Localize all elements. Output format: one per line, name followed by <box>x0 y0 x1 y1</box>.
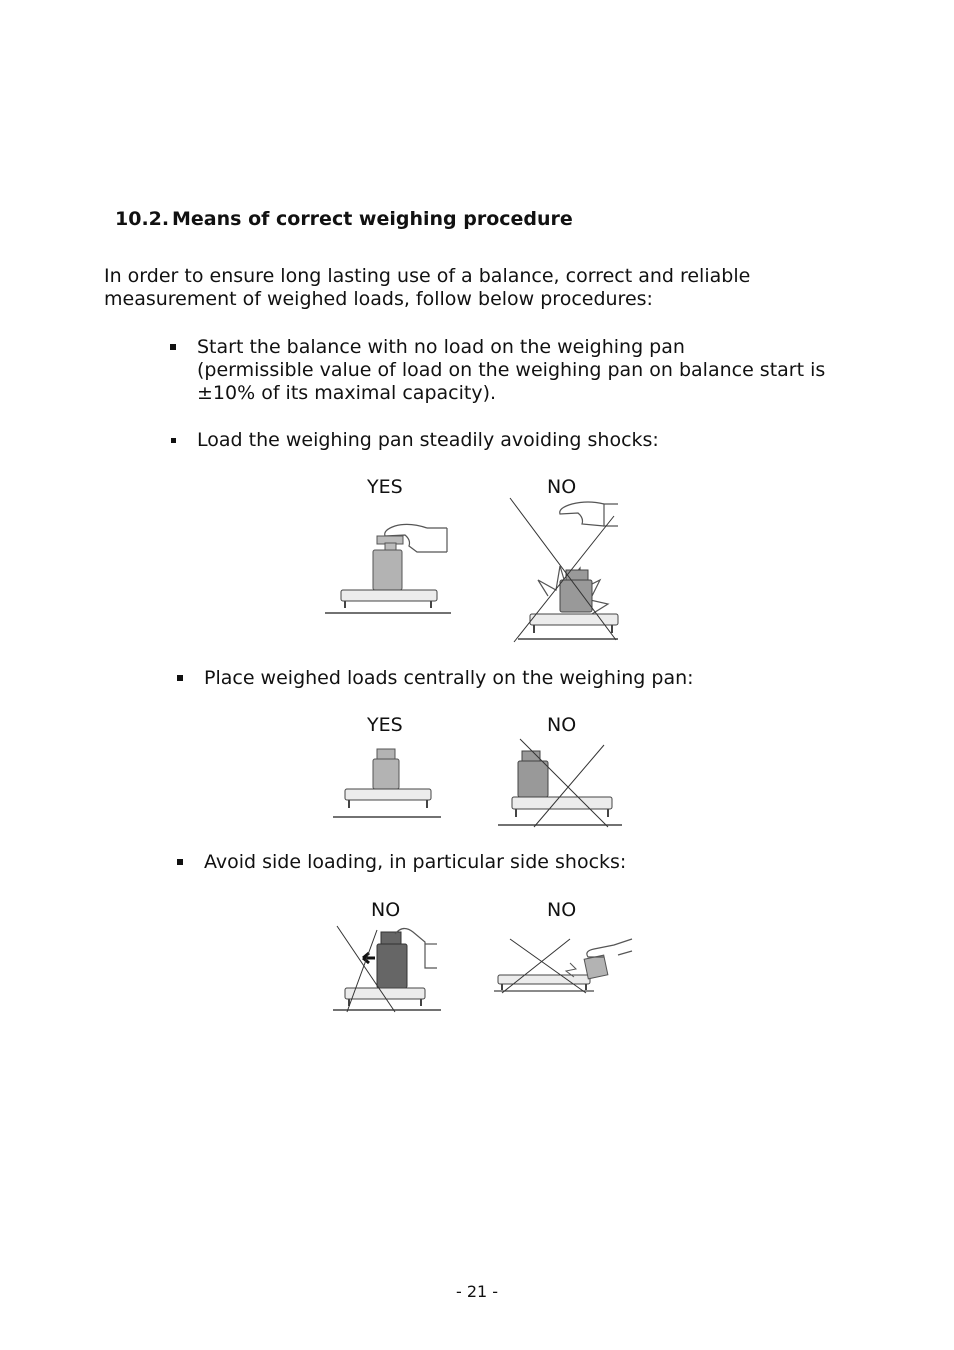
steady-placement-illustration <box>325 518 453 618</box>
intro-paragraph: In order to ensure long lasting use of a balance, correct and reliable measurement of weighed loads, follow below procedures: <box>104 265 751 310</box>
section-title: Means of correct weighing procedure <box>172 208 573 230</box>
off-center-load-crossed-illustration <box>498 737 624 829</box>
bullet-text: Load the weighing pan steadily avoiding shocks: <box>197 429 659 451</box>
bullet-marker <box>177 859 183 865</box>
bullet-marker <box>171 438 176 443</box>
section-number: 10.2. <box>115 208 170 230</box>
dropping-load-crossed-illustration <box>508 496 618 646</box>
bullet-line: (permissible value of load on the weighing pan on balance start is <box>197 359 826 381</box>
bullet-text <box>197 336 825 405</box>
figure-caption-no: NO <box>371 899 401 921</box>
side-shock-crossed-illustration <box>494 935 634 997</box>
bullet-marker <box>170 344 176 350</box>
figure-caption-no: NO <box>547 714 577 736</box>
centered-load-illustration <box>333 745 443 825</box>
figure-caption-no: NO <box>547 476 577 498</box>
figure-caption-yes: YES <box>367 714 403 736</box>
bullet-text: Avoid side loading, in particular side shocks: <box>204 851 627 873</box>
figure-caption-no: NO <box>547 899 577 921</box>
bullet-marker <box>177 675 183 681</box>
bullet-line: Start the balance with no load on the weighing pan <box>197 336 685 358</box>
page-number: - 21 - <box>455 1282 499 1301</box>
figure-caption-yes: YES <box>367 476 403 498</box>
bullet-line: ±10% of its maximal capacity). <box>197 382 497 404</box>
side-push-crossed-illustration <box>333 922 443 1014</box>
bullet-text: Place weighed loads centrally on the weighing pan: <box>204 667 694 689</box>
section-heading <box>115 208 573 230</box>
